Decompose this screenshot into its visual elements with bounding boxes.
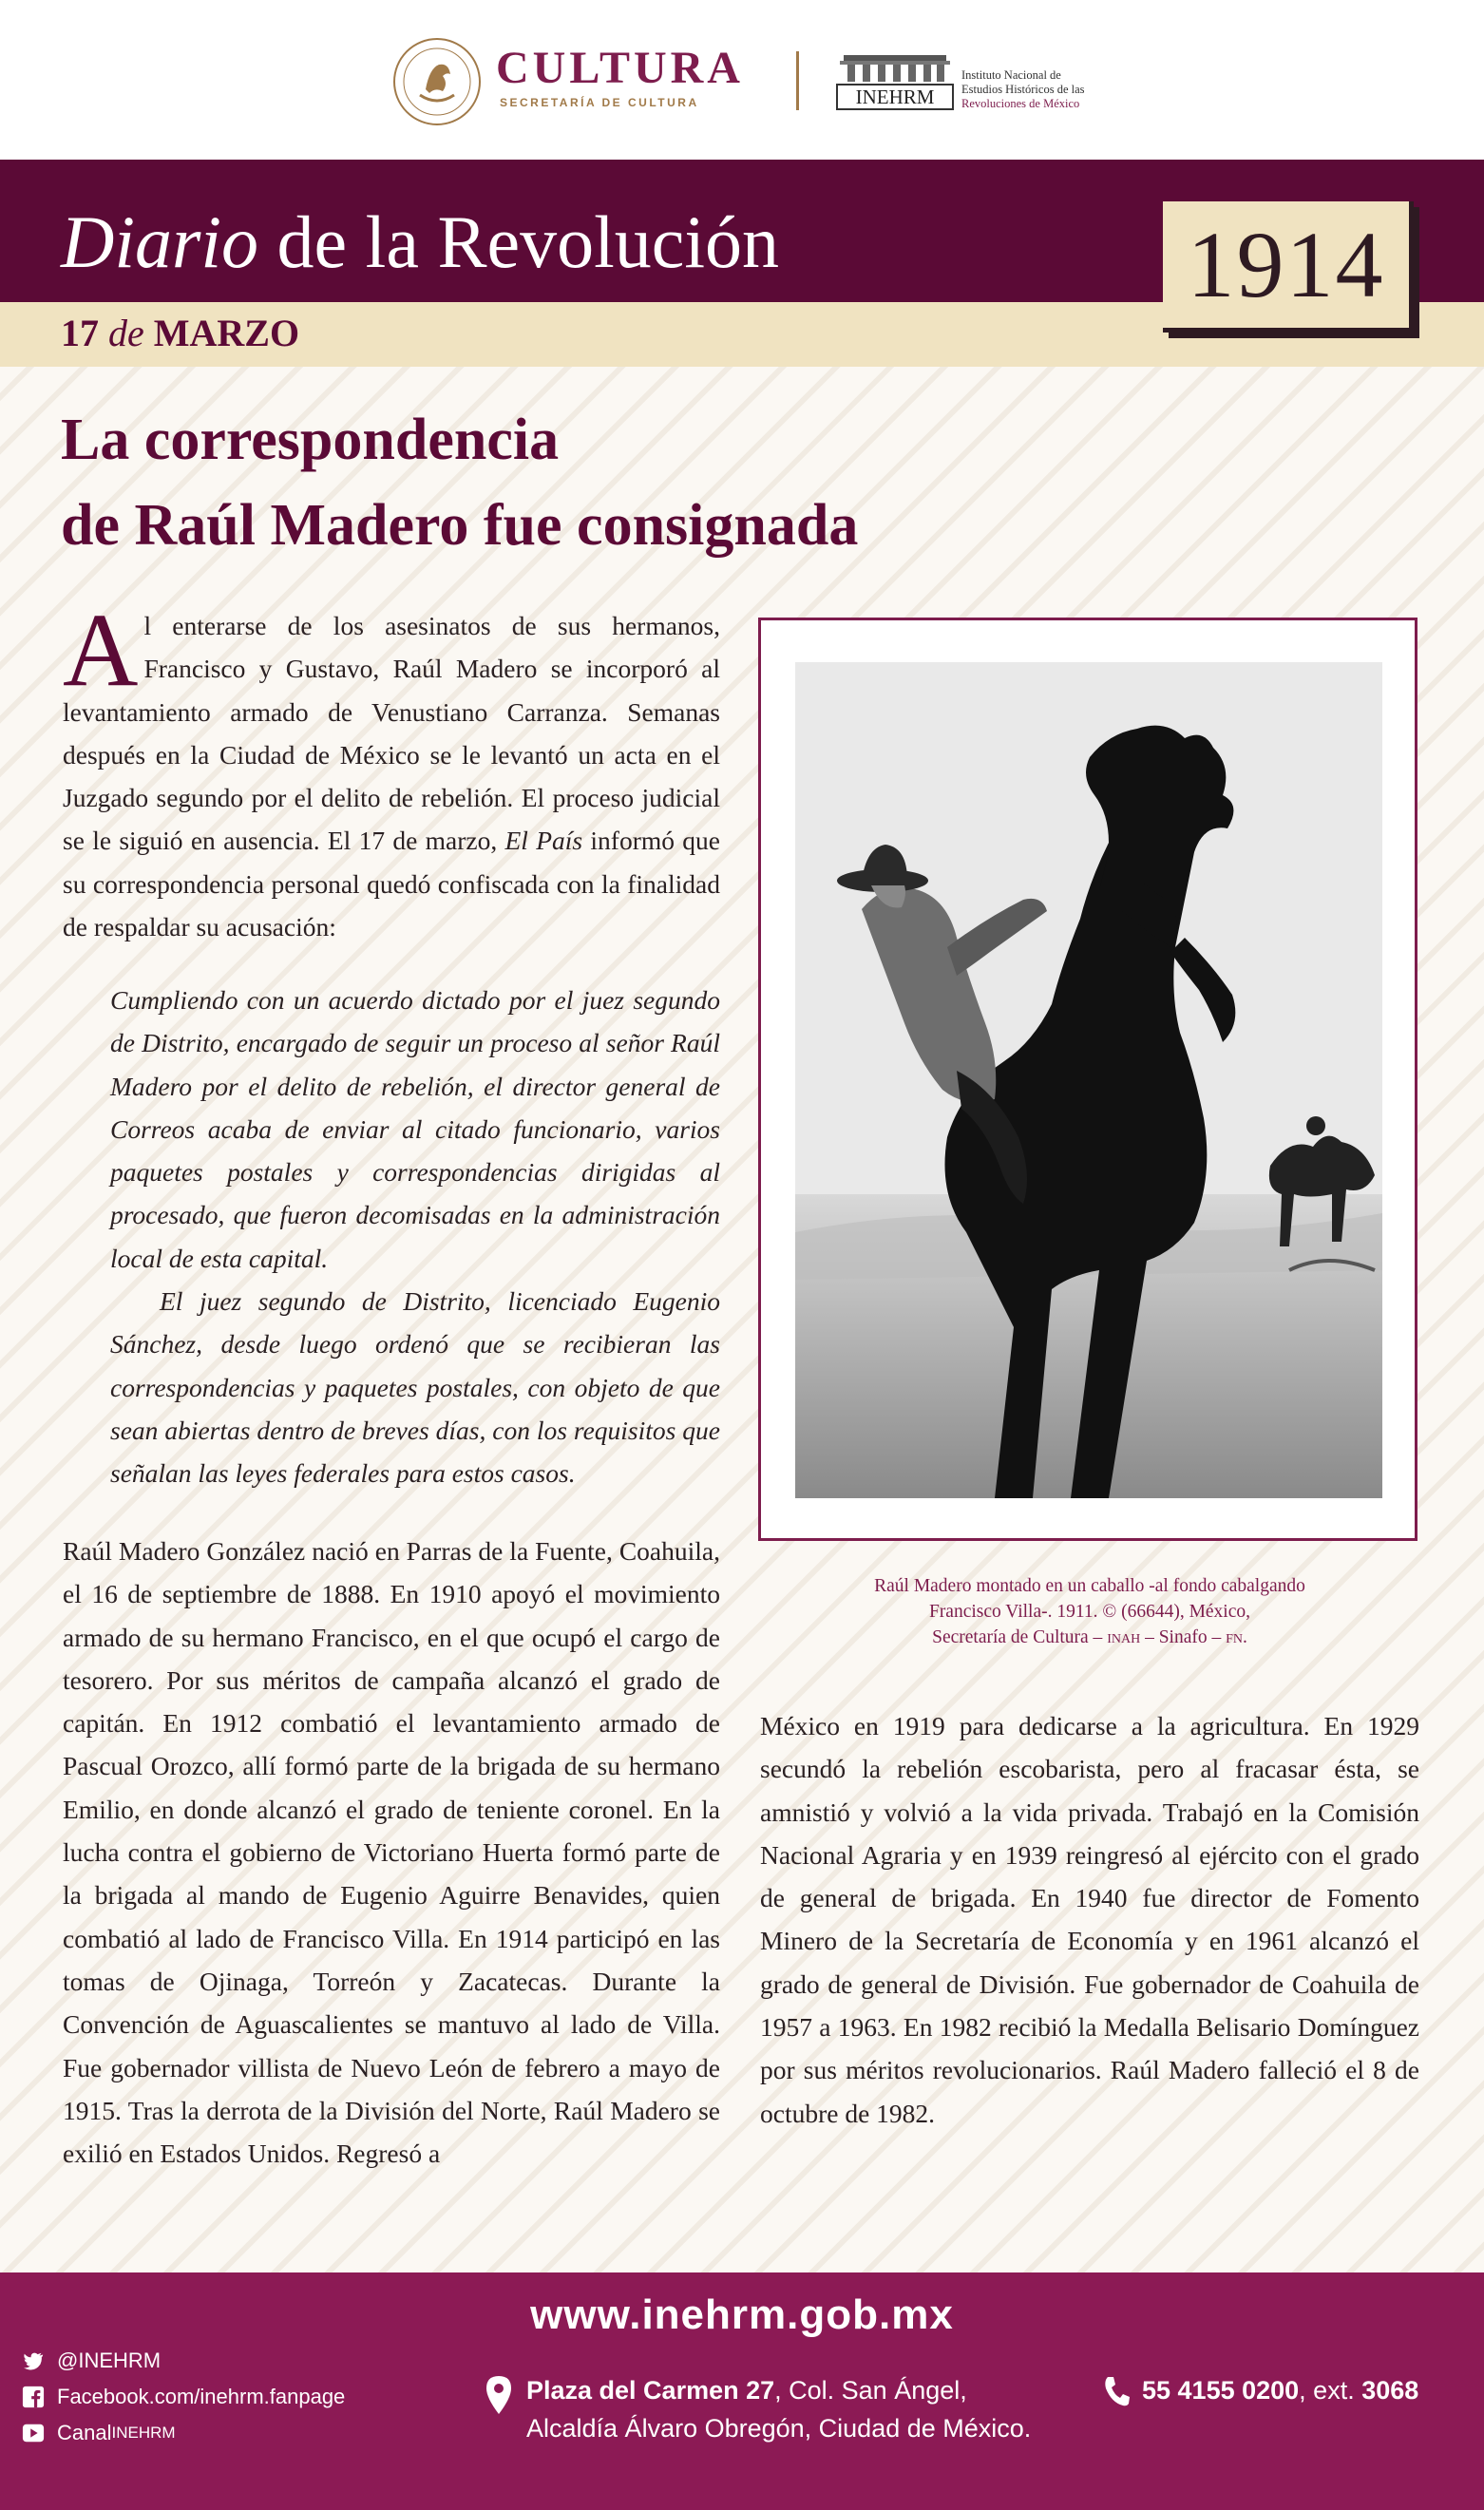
date-de: de: [108, 312, 144, 354]
phone-ext-number: 3068: [1361, 2376, 1419, 2405]
historical-photo: [795, 662, 1382, 1498]
publication-title-italic: Diario: [61, 200, 259, 283]
inehrm-full-line-2: Estudios Históricos de las: [961, 83, 1085, 96]
facebook-link[interactable]: [21, 2383, 345, 2411]
article-headline: [61, 397, 1201, 568]
youtube-channel-b: INEHRM: [111, 2424, 176, 2442]
twitter-link[interactable]: [21, 2347, 161, 2375]
intro-text-a: l enterarse de los asesinatos de sus hermanos, Francisco y Gustavo, Raúl Madero se incorporó al levantamiento armado de Venustiano Carranza. Semanas después en la Ciudad de México se le levantó un acta en el Juzgado segundo por el delito de rebelión. El proceso judicial se le siguió en ausencia. El 17 de marzo,: [63, 611, 720, 856]
address: [526, 2371, 1115, 2447]
horse-rider-illustration: [795, 662, 1382, 1498]
twitter-icon: [21, 2348, 46, 2373]
youtube-channel-a: Canal: [57, 2421, 112, 2444]
youtube-link[interactable]: [21, 2419, 176, 2447]
caption-line-3: [760, 1625, 1419, 1650]
phone-main: 55 4155 0200: [1142, 2376, 1300, 2405]
quote-paragraph-1: Cumpliendo con un acuerdo dictado por el juez segundo de Distrito, encargado de seguir un proceso al señor Raúl Madero por el delito de rebelión, el director general de Correos acaba de enviar al citado funcionario, varios paquetes postales y correspondencias dirigidas al procesado, que fueron decomisadas en la administración local de esta capital.: [110, 985, 720, 1273]
article-intro: [63, 592, 720, 948]
youtube-icon: [21, 2421, 46, 2445]
caption-line-3b: – Sinafo –: [1140, 1627, 1227, 1647]
address-line-1: [526, 2371, 1115, 2409]
photo-caption: [760, 1573, 1419, 1650]
article-quote: [110, 979, 720, 1495]
photo-frame: [758, 618, 1417, 1541]
phone-number[interactable]: [1142, 2371, 1465, 2409]
newspaper-name: El País: [504, 826, 583, 856]
year-badge: 1914: [1163, 201, 1414, 333]
headline-line-1: La correspondencia: [61, 408, 560, 472]
logo-divider: [796, 51, 799, 110]
caption-line-3a: Secretaría de Cultura –: [932, 1627, 1108, 1647]
date-month: MARZO: [143, 312, 300, 354]
caption-line-1: Raúl Madero montado en un caballo -al fondo cabalgando: [874, 1576, 1305, 1596]
inehrm-full-line-3: Revoluciones de México: [961, 97, 1080, 110]
quote-paragraph-2: El juez segundo de Distrito, licenciado Eugenio Sánchez, desde luego ordenó que se recibieran las correspondencias y paquetes postales, con objeto de que sean abiertas dentro de breves días, con los requisitos que señalan las leyes federales para estos casos.: [110, 1286, 720, 1489]
mexico-seal-icon: [391, 36, 483, 127]
website-link[interactable]: www.inehrm.gob.mx: [530, 2291, 954, 2338]
headline-line-2: de Raúl Madero fue consignada: [61, 493, 859, 558]
intro-text-b: informó que su correspondencia personal quedó confiscada con la finalidad de respaldar su acusación:: [63, 826, 720, 942]
date-day: 17: [61, 312, 108, 354]
secretaria-cultura-text: SECRETARÍA DE CULTURA: [500, 96, 699, 109]
caption-fn: fn: [1226, 1627, 1244, 1647]
facebook-url: Facebook.com/inehrm.fanpage: [57, 2385, 346, 2408]
address-line-2: Alcaldía Álvaro Obregón, Ciudad de México.: [526, 2414, 1032, 2443]
inehrm-full-line-1: Instituto Nacional de: [961, 68, 1061, 82]
top-logo-bar: [0, 0, 1484, 160]
address-colonia: , Col. San Ángel,: [774, 2376, 967, 2405]
biography-right-column: México en 1919 para dedicarse a la agricultura. En 1929 secundó la rebelión escobarista, pero al fracasar ésta, se amnistió y volvió a la vida privada. Trabajó en la Comisión Nacional Agraria y en 1939 reingresó al ejército con el grado de general de brigada. En 1940 fue director de Fomento Minero de la Secretaría de Economía y en 1961 alcanzó el grado de general de División. Fue gobernador de Coahuila de 1957 a 1963. En 1982 recibió la Medalla Belisario Domínguez por sus méritos revolucionarios. Raúl Madero falleció el 8 de octubre de 1982.: [760, 1711, 1419, 2128]
twitter-handle: @INEHRM: [57, 2348, 162, 2372]
inehrm-logo-text: INEHRM: [836, 84, 954, 110]
caption-inah: inah: [1107, 1627, 1141, 1647]
address-street: Plaza del Carmen 27: [526, 2376, 775, 2405]
phone-icon: [1102, 2375, 1131, 2407]
location-pin-icon: [485, 2375, 513, 2415]
publication-title: [61, 200, 779, 285]
biography-left-column: Raúl Madero González nació en Parras de la Fuente, Coahuila, el 16 de septiembre de 1888. En 1910 apoyó el movimiento armado de su hermano Francisco, en el que ocupó el cargo de tesorero. Por sus méritos de campaña alcanzó el grado de capitán. En 1912 combatió el levantamiento armado de Pascual Orozco, allí formó parte de la brigada de su hermano Emilio, en donde alcanzó el grado de teniente coronel. En la lucha contra el gobierno de Victoriano Huerta formó parte de la brigada al mando de Eugenio Aguirre Benavides, quien combatió al lado de Francisco Villa. En 1914 participó en las tomas de Ojinaga, Torreón y Zacatecas. Durante la Convención de Aguascalientes se mantuvo al lado de Villa. Fue gobernador villista de Nuevo León de febrero a mayo de 1915. Tras la derrota de la División del Norte, Raúl Madero se exilió en Estados Unidos. Regresó a: [63, 1536, 720, 2169]
publication-date: [61, 311, 299, 355]
facebook-icon: [21, 2385, 46, 2409]
cultura-logo-text: CULTURA: [496, 43, 744, 93]
inehrm-full-name: [961, 68, 1113, 111]
caption-line-3c: .: [1243, 1627, 1247, 1647]
drop-cap: A: [63, 592, 139, 708]
phone-ext-label: , ext.: [1299, 2376, 1362, 2405]
caption-line-2: Francisco Villa-. 1911. © (66644), México,: [928, 1602, 1251, 1622]
publication-title-rest: de la Revolución: [258, 200, 780, 283]
